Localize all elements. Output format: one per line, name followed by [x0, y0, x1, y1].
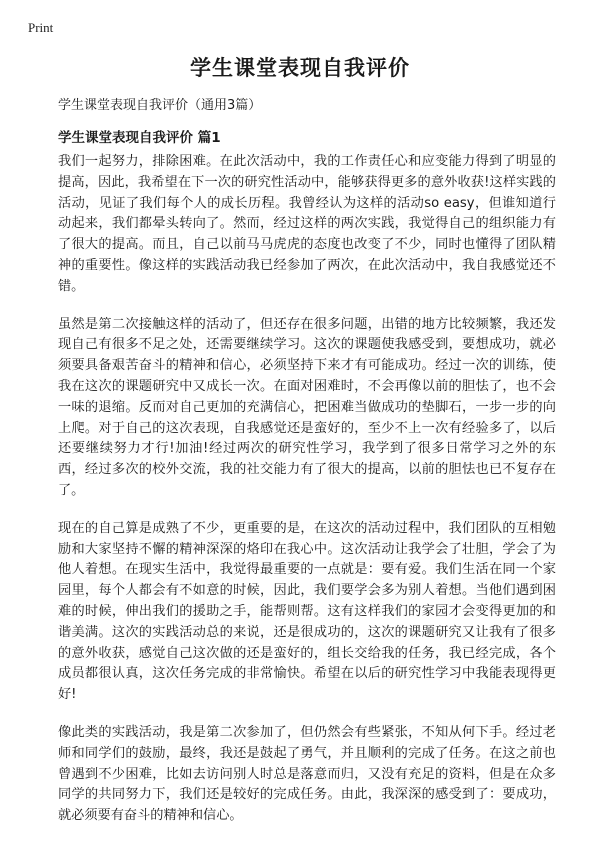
paragraph-1: 我们一起努力，排除困难。在此次活动中，我的工作责任心和应变能力得到了明显的提高，因此，我希望在下一次的研究性活动中，能够获得更多的意外收获!这样实践的活动，见证了我们每个人的成长历程。我曾经认为这样的活动so easy，但谁知道行动起来，我们都晕头转向了。然而，经过这样的两次实践，我觉得自己的组织能力有了很大的提高。而且，自己以前马马虎虎的态度也改变了不少，同时也懂得了团队精神的重要性。像这样的实践活动我已经参加了两次，在此次活动中，我自我感觉还不错。	[58, 154, 556, 294]
print-link[interactable]: Print	[28, 20, 54, 35]
section-heading: 学生课堂表现自我评价 篇1	[58, 130, 221, 146]
paragraph-4: 像此类的实践活动，我是第二次参加了，但仍然会有些紧张，不知从何下手。经过老师和同学们的鼓励，最终，我还是鼓起了勇气，并且顺利的完成了任务。在这之前也曾遇到不少困难，比如去访问别人时总是落意而归，又没有充足的资料，但是在众多同学的共同努力下，我们还是较好的完成任务。由此，我深深的感受到了：要成功，就必须要有奋斗的精神和信心。	[58, 724, 556, 824]
article-body	[58, 152, 556, 844]
page-title: 学生课堂表现自我评价	[190, 56, 410, 80]
paragraph-3: 现在的自己算是成熟了不少，更重要的是，在这次的活动过程中，我们团队的互相勉励和大家坚持不懈的精神深深的烙印在我心中。这次活动让我学会了壮胆，学会了为他人着想。在现实生活中，我觉得最重要的一点就是：要有爱。我们生活在同一个家园里，每个人都会有不如意的时候，因此，我们要学会多为别人着想。当他们遇到困难的时候，伸出我们的援助之手，能帮则帮。这有这样我们的家园才会变得更加的和谐美满。这次的实践活动总的来说，还是很成功的，这次的课题研究又让我有了很多的意外收获，感觉自己这次做的还是蛮好的，组长交给我的任务，我已经完成，各个成员都很认真，这次任务完成的非常愉快。希望在以后的研究性学习中我能表现得更好!	[58, 520, 556, 703]
paragraph-2: 虽然是第二次接触这样的活动了，但还存在很多问题，出错的地方比较频繁，我还发现自己有很多不足之处，还需要继续学习。这次的课题使我感受到，要想成功，就必须要具备艰苦奋斗的精神和信心，必须坚持下来才有可能成功。经过一次的训练，使我在这次的课题研究中又成长一次。在面对困难时，不会再像以前的胆怯了，也不会一味的退缩。反而对自己更加的充满信心，把困难当做成功的垫脚石，一步一步的向上爬。对于自己的这次表现，自我感觉还是蛮好的，至少不上一次有经验多了，以后还要继续努力才行!加油!经过两次的研究性学习，我学到了很多日常学习之外的东西，经过多次的校外交流，我的社交能力有了很大的提高，以前的胆怯也已不复存在了。	[58, 316, 556, 498]
document-subtitle: 学生课堂表现自我评价（通用3篇）	[58, 98, 262, 113]
